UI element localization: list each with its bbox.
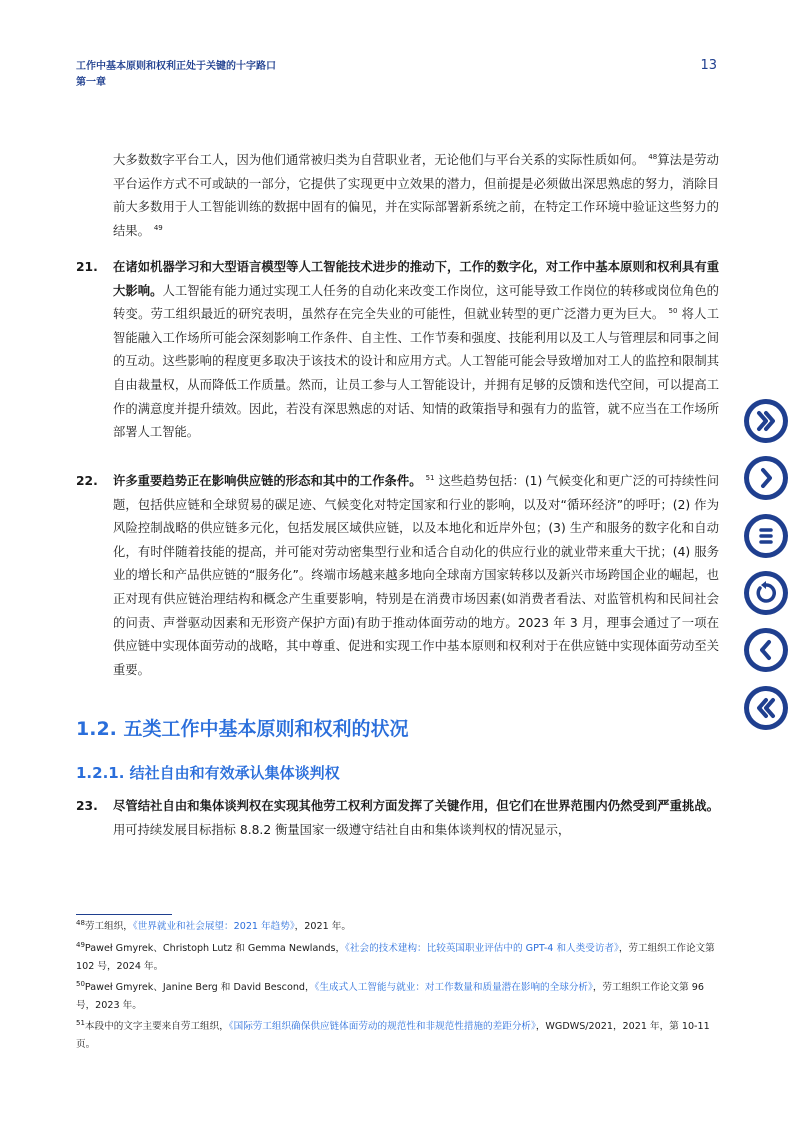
paragraph-23: 尽管结社自由和集体谈判权在实现其他劳工权利方面发挥了关键作用，但它们在世界范围内仍然受到严重挑战。用可持续发展目标指标 8.8.2 衡量国家一级遵守结社自由和集体谈判权的情况显示， [113,799,719,837]
back-button[interactable] [744,571,788,615]
last-page-icon [753,408,779,434]
footnote-48-link[interactable]: 《世界就业和社会展望：2021 年趋势》 [132,921,295,932]
back-icon [753,580,779,606]
footnote-50-link[interactable]: 《生成式人工智能与就业：对工作数量和质量潜在影响的全球分析》 [314,982,593,993]
footnote-49-link[interactable]: 《社会的技术建构：比较英国职业评估中的 GPT-4 和人类受访者》 [345,943,619,954]
footnote-48: $^{48}$劳工组织，《世界就业和社会展望：2021 年趋势》，2021 年。 [76,918,351,932]
running-title: 工作中基本原则和权利正处于关键的十字路口 [76,61,276,72]
page-number: 13 [700,58,717,73]
chapter-label: 第一章 [76,77,106,88]
paragraph-number-22: 22. [76,474,98,488]
footnote-51: $^{51}$本段中的文字主要来自劳工组织，《国际劳工组织确保供应链体面劳动的规范性和非规范性措施的差距分析》，WGDWS/2021，2021 年，第 10-11 页。 [76,1018,710,1050]
next-page-icon [753,465,779,491]
running-header [76,60,276,89]
section-heading: 1.2. 五类工作中基本原则和权利的状况 [76,718,409,740]
paragraph-number-23: 23. [76,799,98,813]
paragraph-22: 许多重要趋势正在影响供应链的形态和其中的工作条件。 $^{51}$ 这些趋势包括：(1) 气候变化和更广泛的可持续性问题，包括供应链和全球贸易的碳足迹、气候变化对特定国家和行业的影响，以及对“循环经济”的呼吁；(2) 作为风险控制战略的供应链多元化，包括发展区域供应链，以及本地化和近岸外包；(3) 生产和服务的数字化和自动化，有时伴随着技能的提高，并可能对劳动密集型行业和适合自动化的供应行业的就业带来重大干扰；(4) 服务业的增长和产品供应链的“服务化”。终端市场越来越多地向全球南方国家转移以及新兴市场跨国企业的崛起，也正对现有供应链治理结构和概念产生重要影响，特别是在消费市场因素(如消费者看法、对监管机构和民间社会的问责、声誉驱动因素和无形资产保护方面)有助于推动体面劳动的地方。2023 年 3 月，理事会通过了一项在供应链中实现体面劳动的战略，其中尊重、促进和实现工作中基本原则和权利对于在供应链中实现体面劳动至关重要。 [113,473,719,677]
previous-page-button[interactable] [744,628,788,672]
menu-icon [753,523,779,549]
first-page-button[interactable] [744,686,788,730]
footnote-ref-48[interactable]: 48 [648,152,658,161]
footnote-ref-51[interactable]: 51 [425,473,435,482]
footnote-ref-50[interactable]: 50 [668,307,678,316]
subsection-heading: 1.2.1. 结社自由和有效承认集体谈判权 [76,764,340,782]
footnote-51-link[interactable]: 《国际劳工组织确保供应链体面劳动的规范性和非规范性措施的差距分析》 [228,1021,536,1032]
previous-page-icon [753,637,779,663]
footnote-49: $^{49}$Paweł Gmyrek、Christoph Lutz 和 Gemma Newlands，《社会的技术建构：比较英国职业评估中的 GPT-4 和人类受访者》，劳工组织工作论文第 102 号，2024 年。 [76,940,715,972]
paragraph-22-lead: 许多重要趋势正在影响供应链的形态和其中的工作条件。 [113,474,422,488]
continuation-paragraph: 大多数数字平台工人，因为他们通常被归类为自营职业者，无论他们与平台关系的实际性质如何。 $^{48}$算法是劳动平台运作方式不可或缺的一部分，它提供了实现更中立效果的潜力，但前提是必须做出深思熟虑的努力，消除目前大多数用于人工智能训练的数据中固有的偏见，并在实际部署新系统之前，在特定工作环境中验证这些努力的结果。 $^{49}$ [113,152,719,238]
first-page-icon [753,695,779,721]
paragraph-23-lead: 尽管结社自由和集体谈判权在实现其他劳工权利方面发挥了关键作用，但它们在世界范围内仍然受到严重挑战。 [113,799,719,813]
next-page-button[interactable] [744,456,788,500]
menu-button[interactable] [744,514,788,558]
last-page-button[interactable] [744,399,788,443]
footnote-divider [76,914,172,915]
footnote-50: $^{50}$Paweł Gmyrek、Janine Berg 和 David Bescond，《生成式人工智能与就业：对工作数量和质量潜在影响的全球分析》，劳工组织工作论文第 96 号，2023 年。 [76,979,705,1011]
paragraph-number-21: 21. [76,260,98,274]
paragraph-21: 在诸如机器学习和大型语言模型等人工智能技术进步的推动下，工作的数字化，对工作中基本原则和权利具有重大影响。人工智能有能力通过实现工人任务的自动化来改变工作岗位，这可能导致工作岗位的转移或岗位角色的转变。劳工组织最近的研究表明，虽然存在完全失业的可能性，但就业转型的更广泛潜力更为巨大。 $^{50}$ 将人工智能融入工作场所可能会深刻影响工作条件、自主性、工作节奏和强度、技能利用以及工人与管理层和同事之间的互动。这些影响的程度更多取决于该技术的设计和应用方式。人工智能可能会导致增加对工人的监控和限制其自由裁量权，从而降低工作质量。然而，让员工参与人工智能设计，并拥有足够的反馈和迭代空间，可以提高工作的满意度并提升绩效。因此，若没有深思熟虑的对话、知情的政策指导和强有力的监管，就不应当在工作场所部署人工智能。 [113,260,719,440]
paragraph-21-lead: 在诸如机器学习和大型语言模型等人工智能技术进步的推动下，工作的数字化，对工作中基本原则和权利具有重大影响。 [113,260,719,298]
footnote-ref-49[interactable]: 49 [153,223,163,232]
